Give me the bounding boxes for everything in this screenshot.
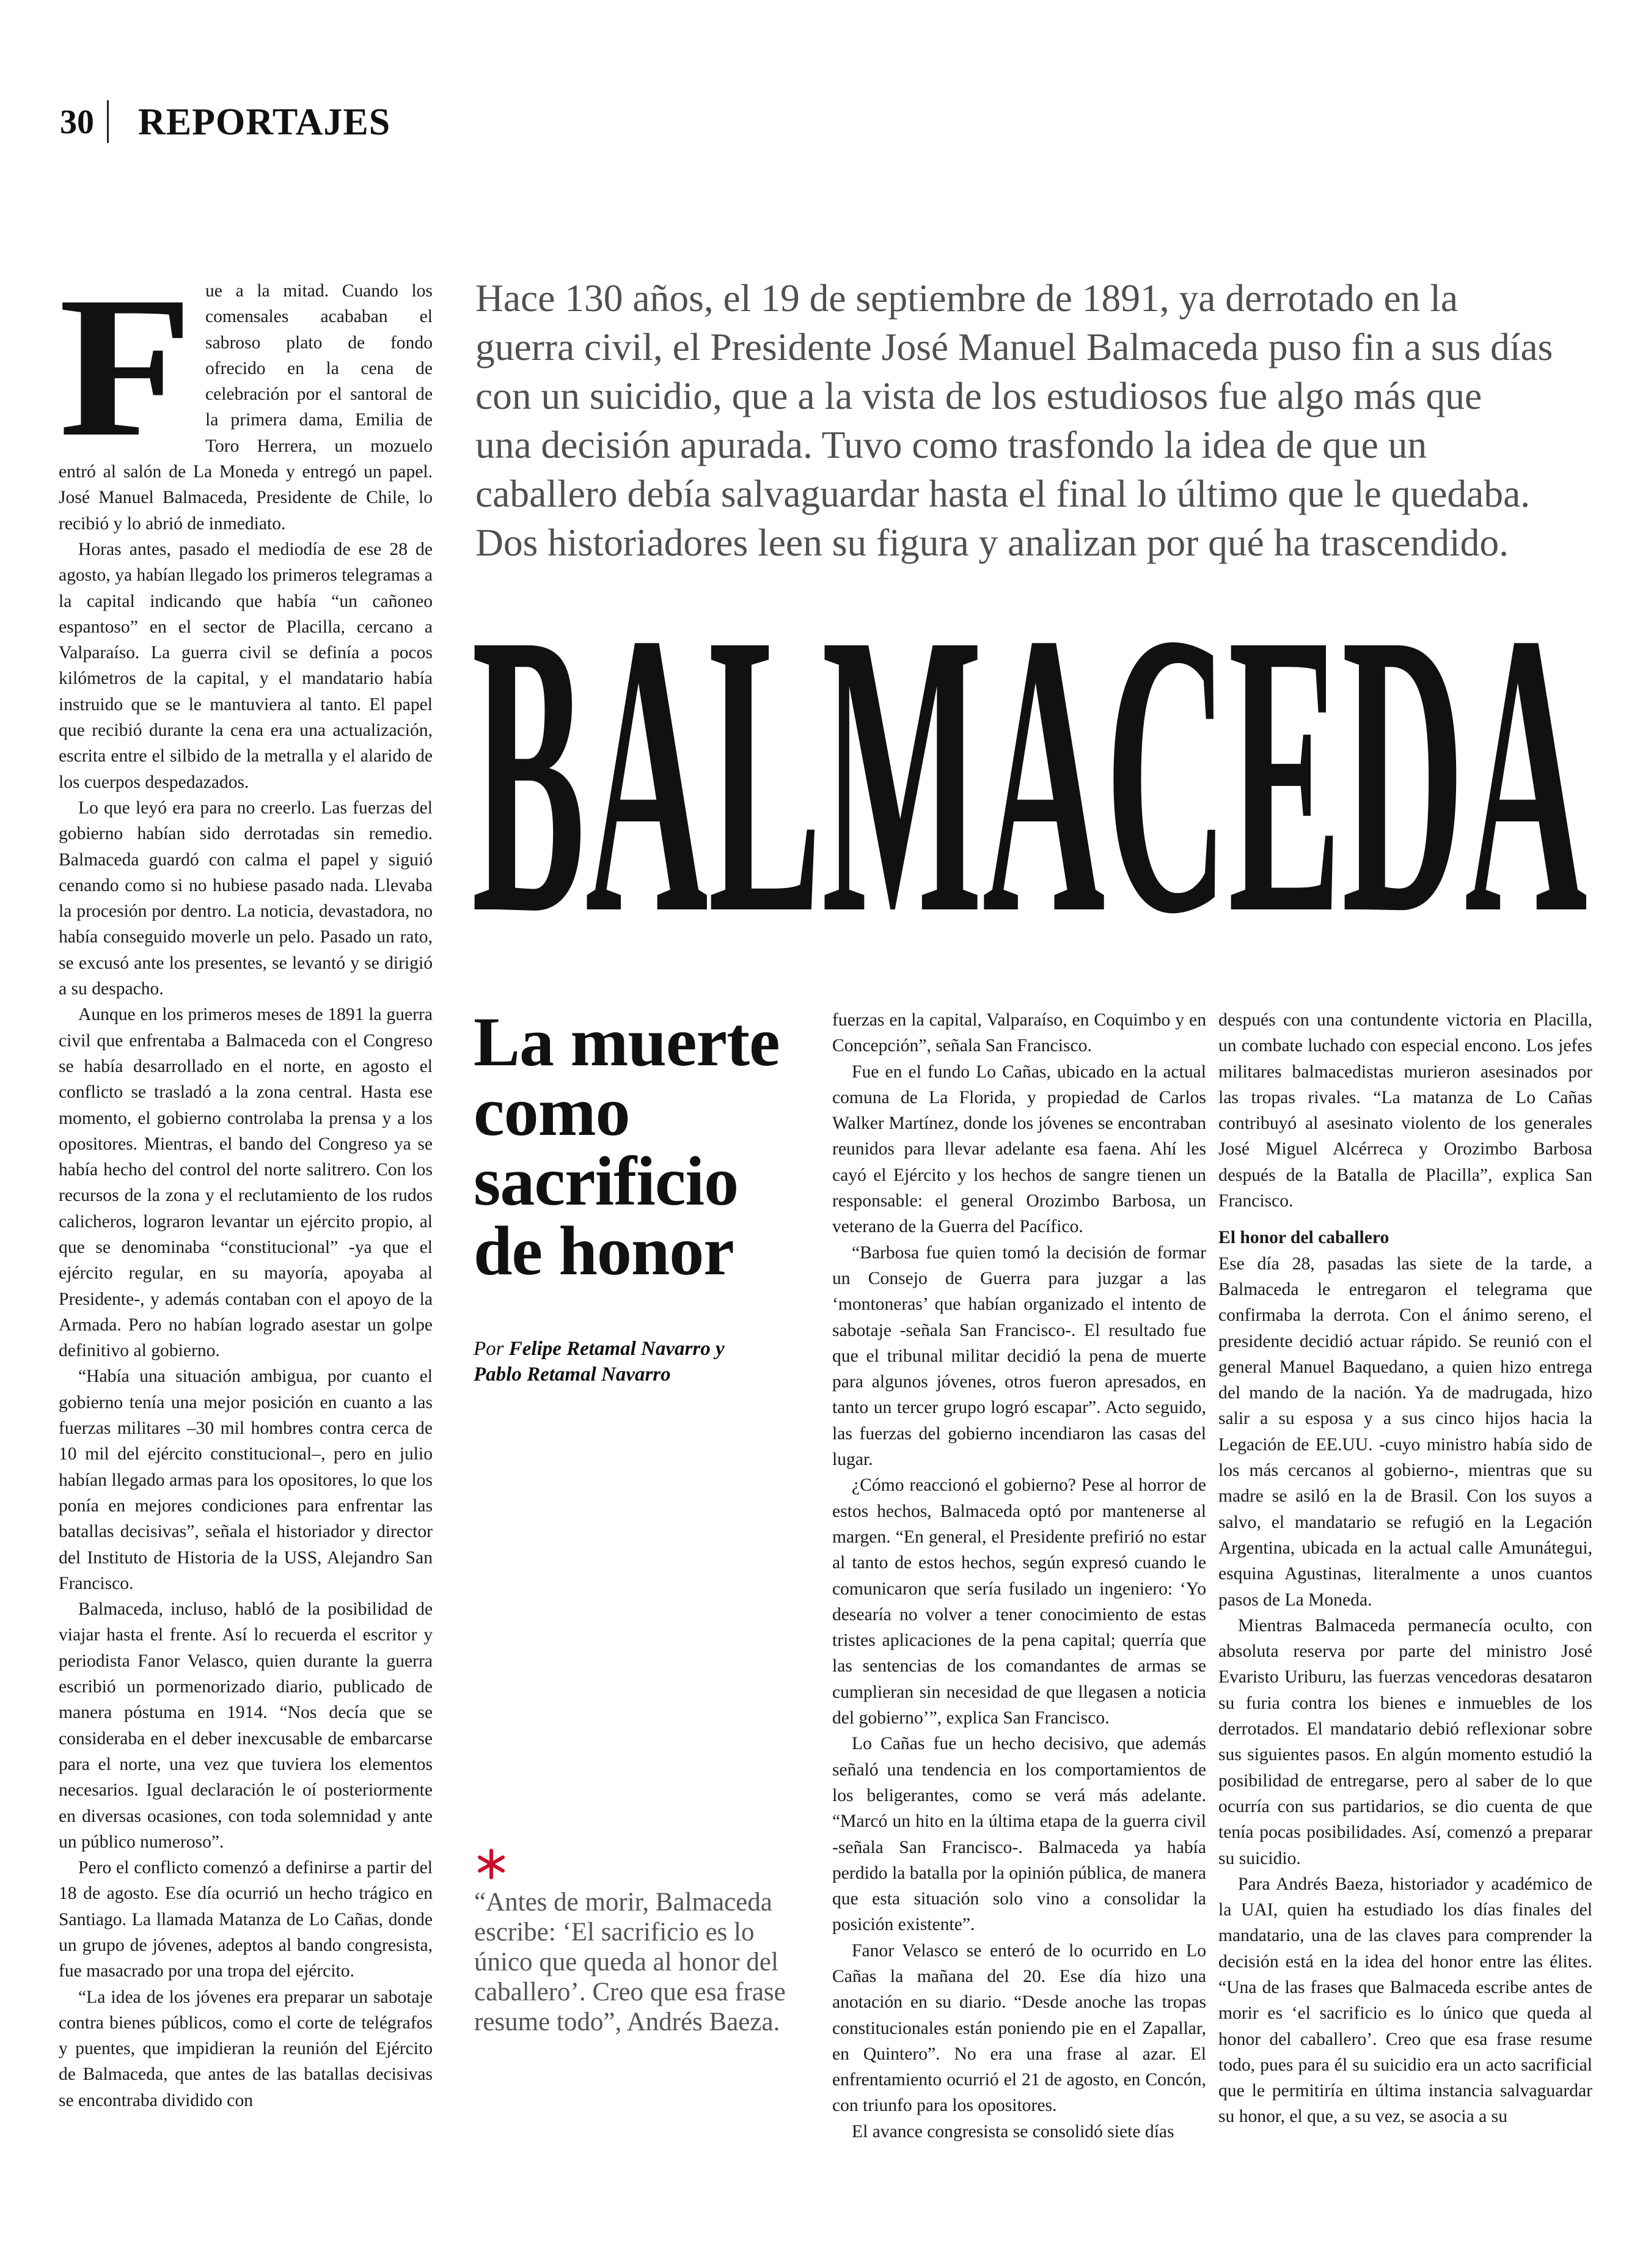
article-column-3	[832, 1007, 1206, 2145]
paragraph-text: ue a la mitad. Cuando los comensales acababan el sabroso plato de fondo ofrecido en la cena de celebración por el santoral de la primera dama, Emilia de Toro Herrera, un mozuelo entró al salón de La Moneda y entregó un papel. José Manuel Balmaceda, Presidente de Chile, lo recibió y lo abrió de inmediato.	[59, 281, 433, 534]
lede-line: con un suicidio, que a la vista de los estudiosos fue algo más que	[475, 374, 1482, 417]
lede-line: una decisión apurada. Tuvo como trasfondo la idea de que un	[475, 423, 1427, 466]
lede-line: Dos historiadores leen su figura y analizan por qué ha trascendido.	[475, 521, 1509, 564]
lede-line: Hace 130 años, el 19 de septiembre de 1891, ya derrotado en la	[475, 276, 1459, 320]
paragraph: “La idea de los jóvenes era preparar un sabotaje contra bienes públicos, como el corte de telégrafos y puentes, que impidieran la reunión del Ejército de Balmaceda, que antes de las batallas decisivas se encontraba dividido con	[59, 1987, 433, 2110]
paragraph: Balmaceda, incluso, habló de la posibilidad de viajar hasta el frente. Así lo recuerda el escritor y periodista Fanor Velasco, quien durante la guerra escribió un pormenorizado diario, publicado de manera póstuma en 1914. “Nos decía que se consideraba en el deber inexcusable de embarcarse para el norte, una vez que tuviera los elementos necesarios. Igual declaración le oí posteriormente en diversas ocasiones, con toda solemnidad y ante un público numeroso”.	[59, 1599, 433, 1852]
page-number: 30	[60, 103, 94, 141]
subhead-line: sacrificio	[474, 1142, 739, 1220]
paragraph: ¿Cómo reaccionó el gobierno? Pese al horror de estos hechos, Balmaceda optó por mantenerse al margen. “En general, el Presidente prefirió no estar al tanto de estos hechos, según expresó cuando le comunicaron que sería fusilado un ingeniero: ‘Yo desearía no volver a tener conocimiento de estas tristes aplicaciones de la pena capital; querría que las sentencias de los comandantes de armas se cumplieran sin necesidad de que llegasen a noticia del gobierno’”, explica San Francisco.	[832, 1475, 1206, 1728]
subhead-line: La muerte	[474, 1003, 780, 1081]
paragraph: después con una contundente victoria en Placilla, un combate luchado con especial encono. Los jefes militares balmacedistas murieron asesinados por las tropas rivales. “La matanza de Lo Cañas contribuyó al asesinato violento de los generales José Miguel Alcérreca y Orozimbo Barbosa después de la Batalla de Placilla”, explica San Francisco.	[1218, 1010, 1592, 1211]
article-lede	[475, 274, 1600, 567]
byline-prefix: Por	[474, 1338, 504, 1360]
paragraph: Para Andrés Baeza, historiador y académico de la UAI, quien ha estudiado los días finales del mandatario, una de las claves para comprender la decisión está en la idea del honor entre las élites. “Una de las frases que Balmaceda escribe antes de morir es ‘el sacrificio es lo único que queda al honor del caballero’. Creo que esa frase resume todo, pues para él su suicidio era un acto sacrificial que le permitiría en última instancia salvaguardar su honor, el que, a su vez, se asocia a su	[1218, 1874, 1592, 2127]
paragraph: “Había una situación ambigua, por cuanto el gobierno tenía una mejor posición en cuanto a las fuerzas militares –30 mil hombres contra cerca de 10 mil del ejército constitucional–, pero en julio habían llegado armas para los opositores, lo que los ponía en mejores condiciones para enfrentar las batallas decisivas”, señala el historiador y director del Instituto de Historia de la USS, Alejandro San Francisco.	[59, 1367, 433, 1593]
paragraph: El avance congresista se consolidó siete días	[852, 2121, 1174, 2141]
drop-cap	[59, 274, 194, 441]
paragraph: Lo Cañas fue un hecho decisivo, que además señaló una tendencia en los comportamientos de los beligerantes, como se verá más adelante. “Marcó un hito en la última etapa de la guerra civil -señala San Francisco-. Balmaceda ya había perdido la batalla por la opinión pública, de manera que esta situación solo vino a consolidar la posición existente”.	[832, 1734, 1206, 1935]
paragraph: fuerzas en la capital, Valparaíso, en Coquimbo y en Concepción”, señala San Francisco.	[832, 1010, 1206, 1056]
byline	[474, 1336, 816, 1387]
paragraph: Ese día 28, pasadas las siete de la tarde, a Balmaceda le entregaron el telegrama que confirmaba la derrota. Con el ánimo sereno, el presidente decidió actuar rápido. Se reunió con el general Manuel Baquedano, a quien hizo entrega del mando de la nación. Ya de madrugada, hizo salir a su esposa y a sus cinco hijos hacia la Legación de EE.UU. -cuyo ministro había sido de los más cercanos al gobierno-, mientras que su madre se asiló en la de Brasil. Con los suyos a salvo, el mandatario se refugió en la Legación Argentina, ubicada en la actual calle Amunátegui, esquina Agustinas, literalmente a unos cuantos pasos de La Moneda.	[1218, 1253, 1592, 1610]
paragraph: Lo que leyó era para no creerlo. Las fuerzas del gobierno habían sido derrotadas sin remedio. Balmaceda guardó con calma el papel y siguió cenando como si no hubiese pasado nada. Llevaba la procesión por dentro. La noticia, devastadora, no había conseguido moverle un pelo. Pasado un rato, se excusó ante los presentes, se levantó y se dirigió a su despacho.	[59, 798, 433, 999]
paragraph: “Barbosa fue quien tomó la decisión de formar un Consejo de Guerra para juzgar a las ‘montoneras’ que habían organizado el intento de sabotaje -señala San Francisco-. El resultado fue que el tribunal militar decidió la pena de muerte para algunos jóvenes, otros fueron apresados, en tanto un tercer grupo logró escapar”. Acto seguido, las fuerzas del gobierno incendiaron las casas del lugar.	[832, 1242, 1206, 1470]
headline	[472, 611, 1590, 953]
pull-quote: “Antes de morir, Balmaceda escribe: ‘El sacrificio es lo único que queda al honor del caballero’. Creo que esa frase resume todo”, Andrés Baeza.	[474, 1888, 786, 2036]
headline-text: BALMACEDA	[472, 611, 1587, 953]
lede-line: caballero debía salvaguardar hasta el final lo último que le quedaba.	[475, 472, 1531, 515]
paragraph: Mientras Balmaceda permanecía oculto, con absoluta reserva por parte del ministro José Evaristo Uriburu, las fuerzas vencedoras desataron su furia contra los bienes e inmuebles de los derrotados. El mandatario debió reflexionar sobre sus siguientes pasos. En algún momento estudió la posibilidad de entregarse, pero al saber de lo que ocurría con sus partidarios, se dio cuenta de que tenía pocas posibilidades. Así, comenzó a preparar su suicidio.	[1218, 1615, 1592, 1868]
section-title: REPORTAJES	[138, 101, 391, 143]
lede-line: guerra civil, el Presidente José Manuel Balmaceda puso fin a sus días	[475, 325, 1553, 369]
byline-authors: Felipe Retamal Navarro y	[508, 1338, 725, 1360]
drop-cap-letter: F	[59, 274, 193, 441]
article-column-4	[1218, 1007, 1592, 2130]
subheadline	[474, 1003, 816, 1290]
paragraph: Fue en el fundo Lo Cañas, ubicado en la actual comuna de La Florida, y propiedad de Carlos Walker Martínez, donde los jóvenes se encontraban reunidos para llevar adelante esa faena. Ahí les cayó el Ejército y los hechos de sangre tienen un responsable: el general Orozimbo Barbosa, un veterano de la Guerra del Pacífico.	[832, 1062, 1206, 1237]
paragraph: Aunque en los primeros meses de 1891 la guerra civil que enfrentaba a Balmaceda con el Congreso se había desarrollado en el norte, en agosto el conflicto se trasladó a la zona central. Hasta ese momento, el gobierno controlaba la prensa y a los opositores. Mientras, el bando del Congreso ya se había hecho del control del norte salitrero. Con los recursos de la zona y el reclutamiento de los rudos calicheros, lograron levantar un ejército propio, al que se denominaba “constitucional” -ya que el ejército regular, en su mayoría, apoyaba al Presidente-, y además contaban con el apoyo de la Armada. Pero no habían logrado asestar un golpe definitivo al gobierno.	[59, 1005, 433, 1361]
paragraph: Pero el conflicto comenzó a definirse a partir del 18 de agosto. Ese día ocurrió un hecho trágico en Santiago. La llamada Matanza de Lo Cañas, donde un grupo de jóvenes, adeptos al bando congresista, fue masacrado por una tropa del ejército.	[59, 1858, 433, 1981]
paragraph: Horas antes, pasado el mediodía de ese 28 de agosto, ya habían llegado los primeros telegramas a la capital indicando que había “un cañoneo espantoso” en el sector de Placilla, cercano a Valparaíso. La guerra civil se definía a pocos kilómetros de la capital, y el mandatario había instruido que se le mantuviera al tanto. El papel que recibió durante la cena era una actualización, escrita entre el silbido de la metralla y el alarido de los cuerpos despedazados.	[59, 539, 433, 792]
header-divider	[107, 100, 109, 143]
subhead-line: como	[474, 1073, 630, 1150]
byline-authors: Pablo Retamal Navarro	[474, 1363, 671, 1385]
subhead-line: de honor	[474, 1212, 734, 1290]
article-column-1	[59, 274, 433, 2113]
paragraph: Fanor Velasco se enteró de lo ocurrido en Lo Cañas la mañana del 20. Ese día hizo una anotación en su diario. “Desde anoche las tropas constitucionales están poniendo pie en el Zapallar, en Quintero”. No era una frase al azar. El enfrentamiento ocurrió el 21 de agosto, en Concón, con triunfo para los opositores.	[832, 1940, 1206, 2116]
section-heading: El honor del caballero	[1218, 1228, 1389, 1248]
asterisk-icon	[474, 1847, 508, 1881]
paragraph	[59, 274, 433, 537]
